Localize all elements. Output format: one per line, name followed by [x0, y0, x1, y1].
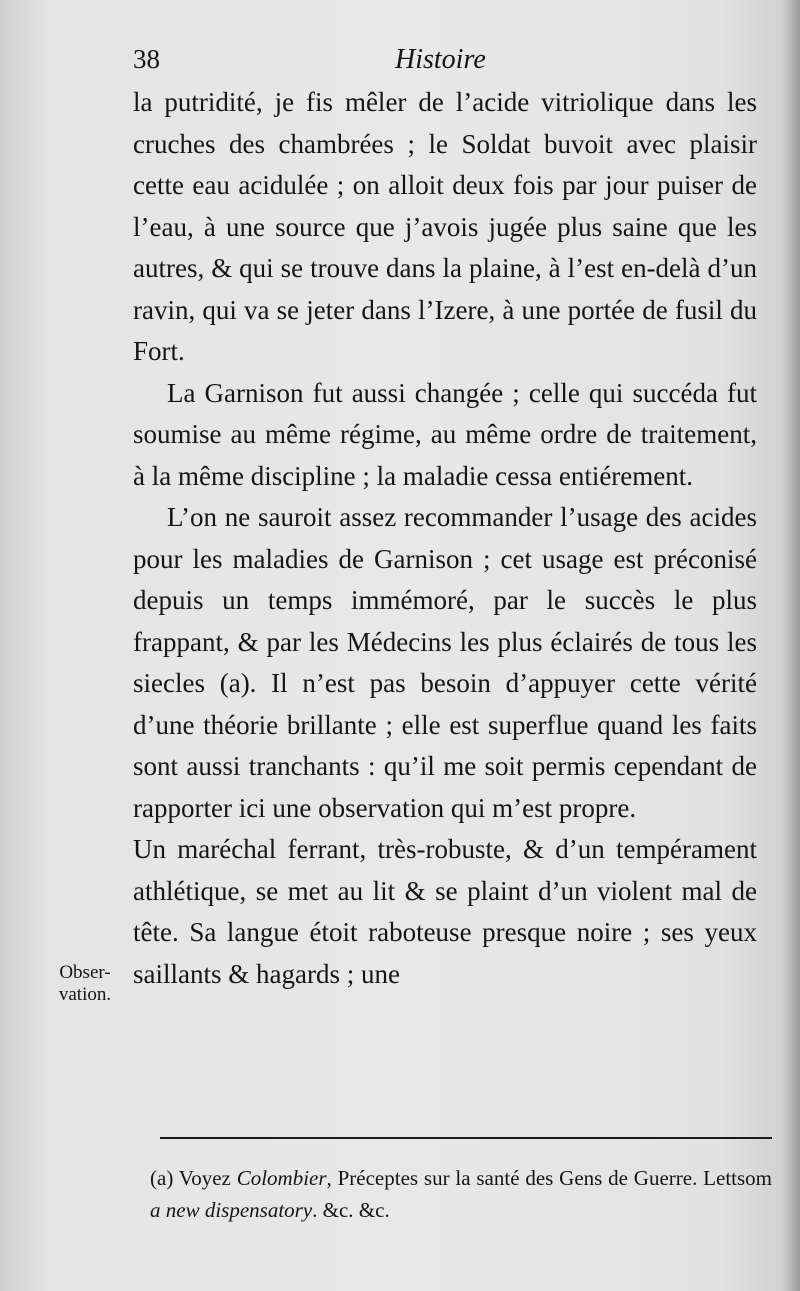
paragraph-2: La Garnison fut aussi changée ; celle qui succéda fut soumise au même régime, au même ordre de traitement, à la même discipline ; la maladie cessa entiérement. — [133, 377, 757, 491]
page-number: 38 — [133, 44, 160, 74]
footnote-book: a new dispensatory — [150, 1198, 313, 1222]
paragraph-3: L’on ne sauroit assez recommander l’usage des acides pour les maladies de Garnison ; cet usage est préconisé depuis un temps immémoré, par le succès le plus frappant, & par les Médecins les plus éclairés de tous les siecles (a). Il n’est pas besoin d’appuyer cette vérité d’une théorie brillante ; elle est superflue quand les faits sont aussi tranchants : qu’il me soit permis cependant de rapporter ici une observation qui m’est propre. — [133, 502, 757, 823]
page-header — [133, 44, 763, 80]
page-edge-shadow — [782, 0, 800, 1291]
footnote-rule — [160, 1137, 772, 1139]
main-text — [133, 82, 757, 995]
running-head: Histoire — [395, 44, 486, 75]
footnote-author: Colombier — [236, 1166, 327, 1190]
footnote-text-3: . &c. &c. — [312, 1198, 390, 1222]
paragraph-1: la putridité, je fis mêler de l’acide vitriolique dans les cruches des chambrées ; le Soldat buvoit avec plaisir cette eau acidulée ; on alloit deux fois par jour puiser de l’eau, à une source que j’avois jugée plus saine que les autres, & qui se trouve dans la plaine, à l’est en-delà d’un ravin, qui va se jeter dans l’Izere, à une portée de fusil du Fort. — [133, 87, 757, 366]
footnote-text-1: Voyez — [178, 1166, 231, 1190]
margin-note-observation: Obser-vation. — [58, 962, 112, 1005]
footnote-text-2: , Préceptes sur la santé des Gens de Guerre. Lettsom — [326, 1166, 772, 1190]
paragraph-4: Un maréchal ferrant, très-robuste, & d’un tempérament athlétique, se met au lit & se plaint d’un violent mal de tête. Sa langue étoit raboteuse presque noire ; ses yeux saillants & hagards ; une — [133, 834, 757, 989]
footnote — [150, 1162, 772, 1226]
footnote-marker: (a) — [150, 1166, 174, 1190]
